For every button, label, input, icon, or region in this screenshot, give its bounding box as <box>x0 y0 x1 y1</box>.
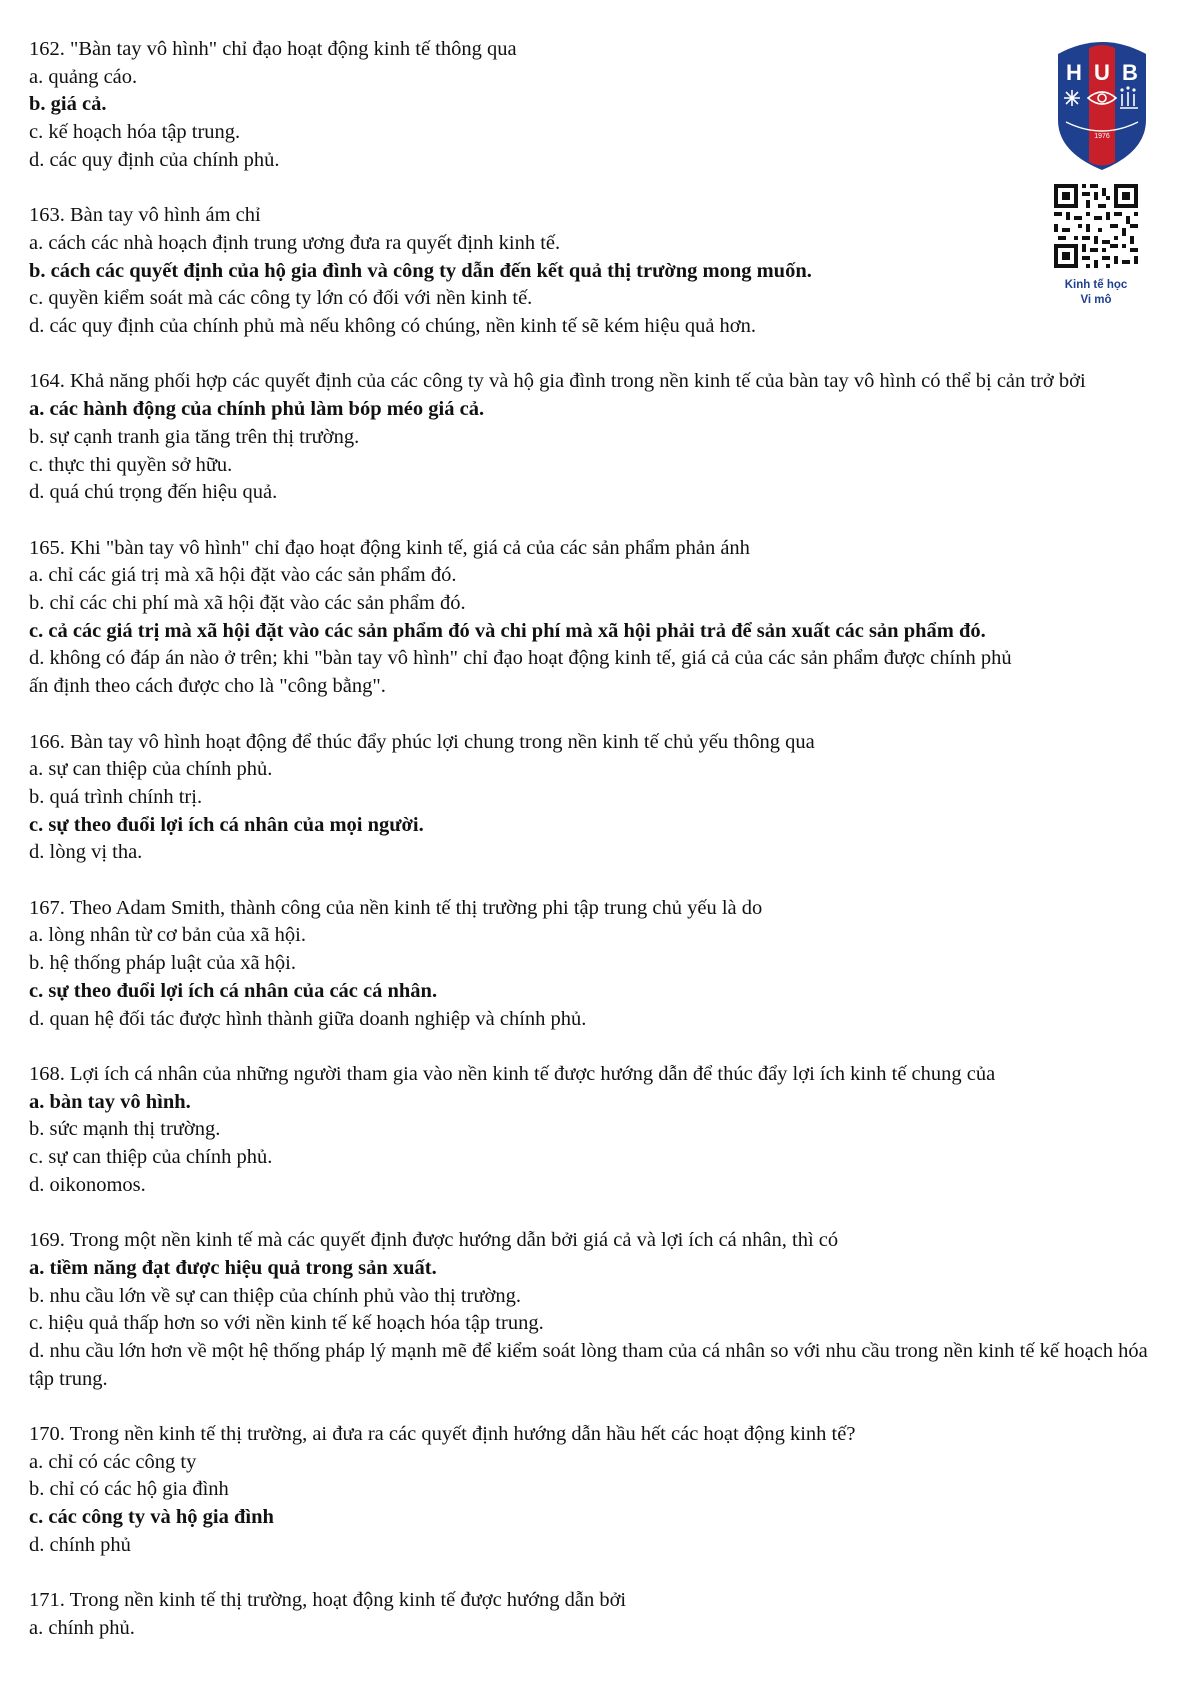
answer-option: b. nhu cầu lớn về sự can thiệp của chính phủ vào thị trường. <box>29 1284 521 1307</box>
qr-caption-line2: Vi mô <box>1080 294 1112 306</box>
question-list <box>29 36 1169 1670</box>
answer-option: b. sức mạnh thị trường. <box>29 1118 221 1141</box>
question-stem: 162. "Bàn tay vô hình" chỉ đạo hoạt động kinh tế thông qua <box>29 38 517 60</box>
question-168 <box>29 1061 1169 1200</box>
question-169 <box>29 1227 1169 1393</box>
correct-answer-option: b. cách các quyết định của hộ gia đình và công ty dẫn đến kết quả thị trường mong muốn. <box>29 259 812 282</box>
answer-option: d. nhu cầu lớn hơn về một hệ thống pháp lý mạnh mẽ để kiểm soát lòng tham của cá nhân so với nhu cầu trong nền kinh tế kế hoạch hóa tập trung. <box>29 1339 1148 1390</box>
correct-answer-option: a. bàn tay vô hình. <box>29 1090 191 1113</box>
answer-option: b. chỉ có các hộ gia đình <box>29 1478 229 1501</box>
logo-letter-u: U <box>1094 60 1110 85</box>
question-stem: 168. Lợi ích cá nhân của những người tham gia vào nền kinh tế được hướng dẫn để thúc đẩy lợi ích kinh tế chung của <box>29 1062 996 1085</box>
answer-option: a. cách các nhà hoạch định trung ương đưa ra quyết định kinh tế. <box>29 231 561 254</box>
qr-caption-line1: Kinh tế học <box>1064 279 1128 291</box>
question-stem: 166. Bàn tay vô hình hoạt động để thúc đẩy phúc lợi chung trong nền kinh tế chủ yếu thông qua <box>29 730 815 753</box>
question-stem: 164. Khả năng phối hợp các quyết định của các công ty và hộ gia đình trong nền kinh tế của bàn tay vô hình có thể bị cản trở bởi <box>29 370 1086 393</box>
logo-letter-b: B <box>1122 60 1138 85</box>
answer-option: c. quyền kiểm soát mà các công ty lớn có đối với nền kinh tế. <box>29 287 533 310</box>
correct-answer-option: a. tiềm năng đạt được hiệu quả trong sản xuất. <box>29 1256 437 1279</box>
question-stem: 170. Trong nền kinh tế thị trường, ai đưa ra các quyết định hướng dẫn hầu hết các hoạt động kinh tế? <box>29 1423 856 1446</box>
question-stem: 171. Trong nền kinh tế thị trường, hoạt động kinh tế được hướng dẫn bởi <box>29 1589 627 1612</box>
answer-option: a. chính phủ. <box>29 1616 135 1639</box>
answer-option: a. sự can thiệp của chính phủ. <box>29 758 273 781</box>
question-165 <box>29 535 1169 701</box>
answer-option: d. các quy định của chính phủ mà nếu không có chúng, nền kinh tế sẽ kém hiệu quả hơn. <box>29 315 757 338</box>
qr-caption <box>1040 278 1152 308</box>
question-170 <box>29 1421 1169 1560</box>
answer-option: d. quan hệ đối tác được hình thành giữa doanh nghiệp và chính phủ. <box>29 1007 587 1030</box>
answer-option: c. sự can thiệp của chính phủ. <box>29 1146 273 1169</box>
correct-answer-option: b. giá cả. <box>29 93 107 116</box>
answer-option: a. chỉ có các công ty <box>29 1450 197 1473</box>
question-162 <box>29 36 1169 175</box>
answer-option: d. chính phủ <box>29 1533 131 1556</box>
hub-logo <box>1040 36 1150 316</box>
answer-option: a. quảng cáo. <box>29 65 138 88</box>
qr-code[interactable] <box>1052 182 1140 270</box>
answer-option: c. thực thi quyền sở hữu. <box>29 453 233 476</box>
correct-answer-option: c. sự theo đuổi lợi ích cá nhân của các cá nhân. <box>29 979 438 1002</box>
question-stem: 165. Khi "bàn tay vô hình" chỉ đạo hoạt động kinh tế, giá cả của các sản phẩm phản ánh <box>29 536 750 559</box>
correct-answer-option: c. cả các giá trị mà xã hội đặt vào các sản phẩm đó và chi phí mà xã hội phải trả để sản xuất các sản phẩm đó. <box>29 619 986 642</box>
logo-year: 1976 <box>1094 133 1110 140</box>
answer-option: b. chỉ các chi phí mà xã hội đặt vào các sản phẩm đó. <box>29 592 466 615</box>
correct-answer-option: a. các hành động của chính phủ làm bóp méo giá cả. <box>29 398 485 421</box>
logo-letter-h: H <box>1066 60 1082 85</box>
answer-option: d. oikonomos. <box>29 1173 146 1196</box>
question-stem: 167. Theo Adam Smith, thành công của nền kinh tế thị trường phi tập trung chủ yếu là do <box>29 896 763 919</box>
question-164 <box>29 368 1169 507</box>
answer-option: c. kế hoạch hóa tập trung. <box>29 121 241 144</box>
answer-option: b. quá trình chính trị. <box>29 785 203 808</box>
question-stem: 169. Trong một nền kinh tế mà các quyết định được hướng dẫn bởi giá cả và lợi ích cá nhân, thì có <box>29 1229 839 1252</box>
answer-option: a. lòng nhân từ cơ bản của xã hội. <box>29 924 306 947</box>
question-163 <box>29 202 1169 341</box>
answer-option: d. không có đáp án nào ở trên; khi "bàn tay vô hình" chỉ đạo hoạt động kinh tế, giá cả của các sản phẩm được chính phủ ấn định theo cách được cho là "công bằng". <box>29 647 1012 698</box>
question-167 <box>29 895 1169 1034</box>
answer-option: a. chỉ các giá trị mà xã hội đặt vào các sản phẩm đó. <box>29 564 457 587</box>
answer-option: d. lòng vị tha. <box>29 841 143 864</box>
question-stem: 163. Bàn tay vô hình ám chỉ <box>29 204 261 227</box>
answer-option: b. sự cạnh tranh gia tăng trên thị trường. <box>29 425 360 448</box>
answer-option: c. hiệu quả thấp hơn so với nền kinh tế kế hoạch hóa tập trung. <box>29 1312 544 1335</box>
question-166 <box>29 729 1169 868</box>
answer-option: b. hệ thống pháp luật của xã hội. <box>29 952 297 975</box>
hub-shield-icon <box>1054 36 1150 172</box>
correct-answer-option: c. sự theo đuổi lợi ích cá nhân của mọi người. <box>29 813 424 836</box>
question-171 <box>29 1587 1169 1642</box>
correct-answer-option: c. các công ty và hộ gia đình <box>29 1506 274 1529</box>
answer-option: d. quá chú trọng đến hiệu quả. <box>29 481 278 504</box>
answer-option: d. các quy định của chính phủ. <box>29 148 280 171</box>
